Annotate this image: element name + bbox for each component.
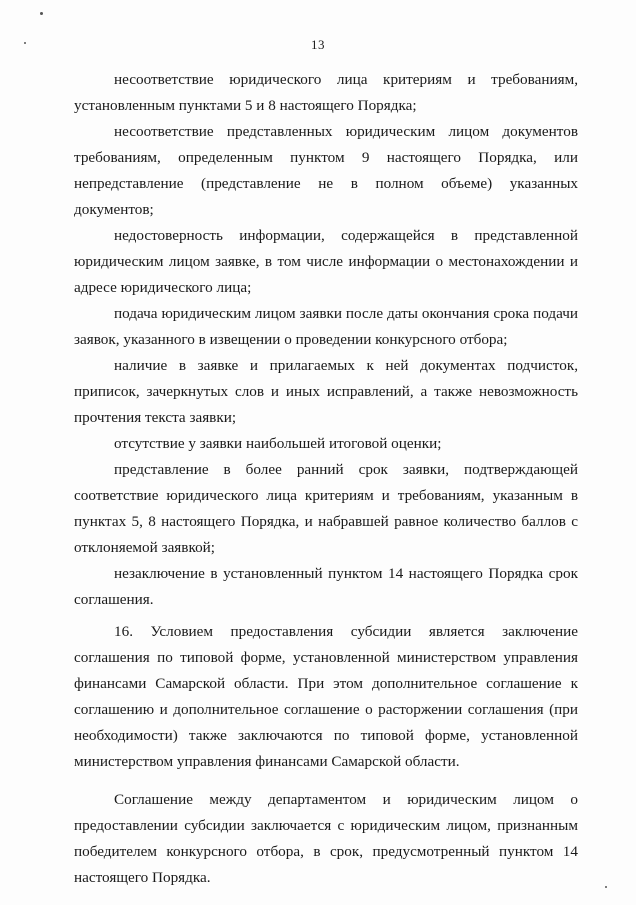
document-body xyxy=(74,67,578,891)
paragraph: отсутствие у заявки наибольшей итоговой оценки; xyxy=(114,435,442,452)
paragraph: несоответствие юридического лица критериям и требованиям, установленным пунктами 5 и 8 настоящего Порядка; xyxy=(74,71,578,114)
paragraph: Соглашение между департаментом и юридическим лицом о предоставлении субсидии заключается с юридическим лицом, признанным победителем конкурсного отбора, в срок, предусмотренный пунктом 14 настоящего Порядка. xyxy=(74,791,578,886)
paragraph: недостоверность информации, содержащейся в представленной юридическим лицом заявке, в том числе информации о местонахождении и адресе юридического лица; xyxy=(74,227,578,296)
paragraph: представление в более ранний срок заявки, подтверждающей соответствие юридического лица критериям и требованиям, указанным в пунктах 5, 8 настоящего Порядка, и набравшей равное количество баллов с отклоняемой заявкой; xyxy=(74,461,578,556)
paragraph: наличие в заявке и прилагаемых к ней документах подчисток, приписок, зачеркнутых слов и иных исправлений, а также невозможность прочтения текста заявки; xyxy=(74,357,578,426)
paragraph: незаключение в установленный пунктом 14 настоящего Порядка срок соглашения. xyxy=(74,565,578,608)
paragraph: несоответствие представленных юридическим лицом документов требованиям, определенным пунктом 9 настоящего Порядка, или непредставление (представление не в полном объеме) указанных документов; xyxy=(74,123,578,218)
scan-speck xyxy=(605,886,607,888)
section-16-paragraph: 16. Условием предоставления субсидии является заключение соглашения по типовой форме, установленной министерством управления финансами Самарской области. При этом дополнительное соглашение к соглашению и дополнительное соглашение о расторжении соглашения (при необходимости) также заключаются по типовой форме, установленной министерством управления финансами Самарской области. xyxy=(74,623,578,770)
scan-speck xyxy=(40,12,43,15)
page-number: 13 xyxy=(311,37,325,52)
paragraph: подача юридическим лицом заявки после даты окончания срока подачи заявок, указанного в извещении о проведении конкурсного отбора; xyxy=(74,305,578,348)
